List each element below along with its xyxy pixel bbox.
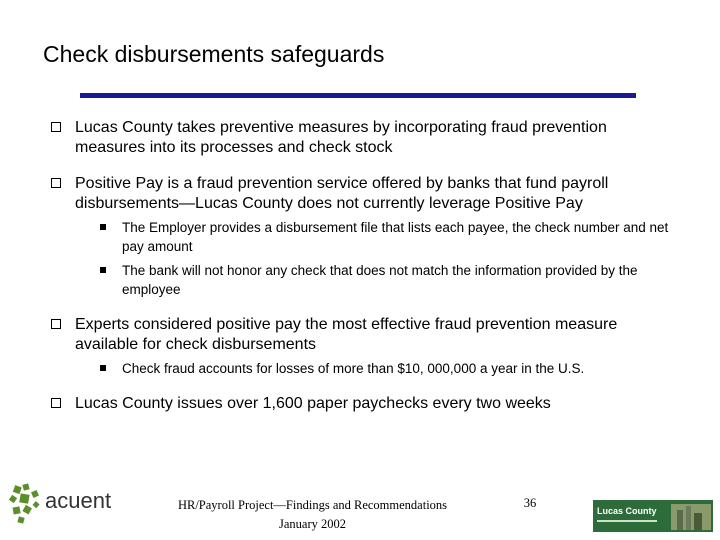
- sub-bullet-text: The Employer provides a disbursement file that lists each payee, the check number and net pay amount: [122, 220, 669, 254]
- hollow-square-icon: [51, 178, 61, 188]
- bullet-text: Experts considered positive pay the most effective fraud prevention measure available for check disbursements: [75, 316, 618, 353]
- footer-caption: [150, 496, 475, 534]
- sub-bullet-list: [75, 359, 680, 378]
- acuent-logo: [8, 482, 123, 530]
- filled-square-icon: [100, 224, 106, 230]
- hollow-square-icon: [51, 398, 61, 408]
- bullet-text: Positive Pay is a fraud prevention service offered by banks that fund payroll disbursements—Lucas County does not currently leverage Positive Pay: [75, 175, 609, 212]
- sub-bullet-text: The bank will not honor any check that does not match the information provided by the employee: [122, 263, 638, 297]
- page-number: 36: [523, 496, 537, 510]
- slide-title: Check disbursements safeguards: [43, 41, 385, 67]
- acuent-logo-text: acuent: [45, 488, 112, 513]
- footer-date-line: January 2002: [279, 517, 346, 531]
- sub-bullet-text: Check fraud accounts for losses of more than $10, 000,000 a year in the U.S.: [122, 361, 585, 376]
- leaf-mark-icon: [9, 483, 40, 523]
- hollow-square-icon: [51, 122, 61, 132]
- bullet-list: [50, 118, 680, 430]
- bullet-item: [50, 174, 680, 299]
- bullet-item: [50, 118, 680, 158]
- lucas-county-logo: [593, 500, 713, 532]
- filled-square-icon: [100, 365, 106, 371]
- hollow-square-icon: [51, 319, 61, 329]
- lucas-county-logo-text: Lucas County: [597, 506, 657, 516]
- title-underline: [80, 93, 636, 98]
- footer-project-line: HR/Payroll Project—Findings and Recommendations: [177, 498, 448, 512]
- sub-bullet-item: [75, 359, 680, 378]
- bullet-item: [50, 315, 680, 378]
- bullet-item: [50, 394, 680, 414]
- sub-bullet-item: [75, 261, 680, 299]
- bullet-text: Lucas County issues over 1,600 paper paychecks every two weeks: [75, 395, 551, 412]
- filled-square-icon: [100, 267, 106, 273]
- sub-bullet-item: [75, 218, 680, 256]
- sub-bullet-list: [75, 218, 680, 299]
- bullet-text: Lucas County takes preventive measures by incorporating fraud prevention measures into its processes and check stock: [75, 119, 607, 156]
